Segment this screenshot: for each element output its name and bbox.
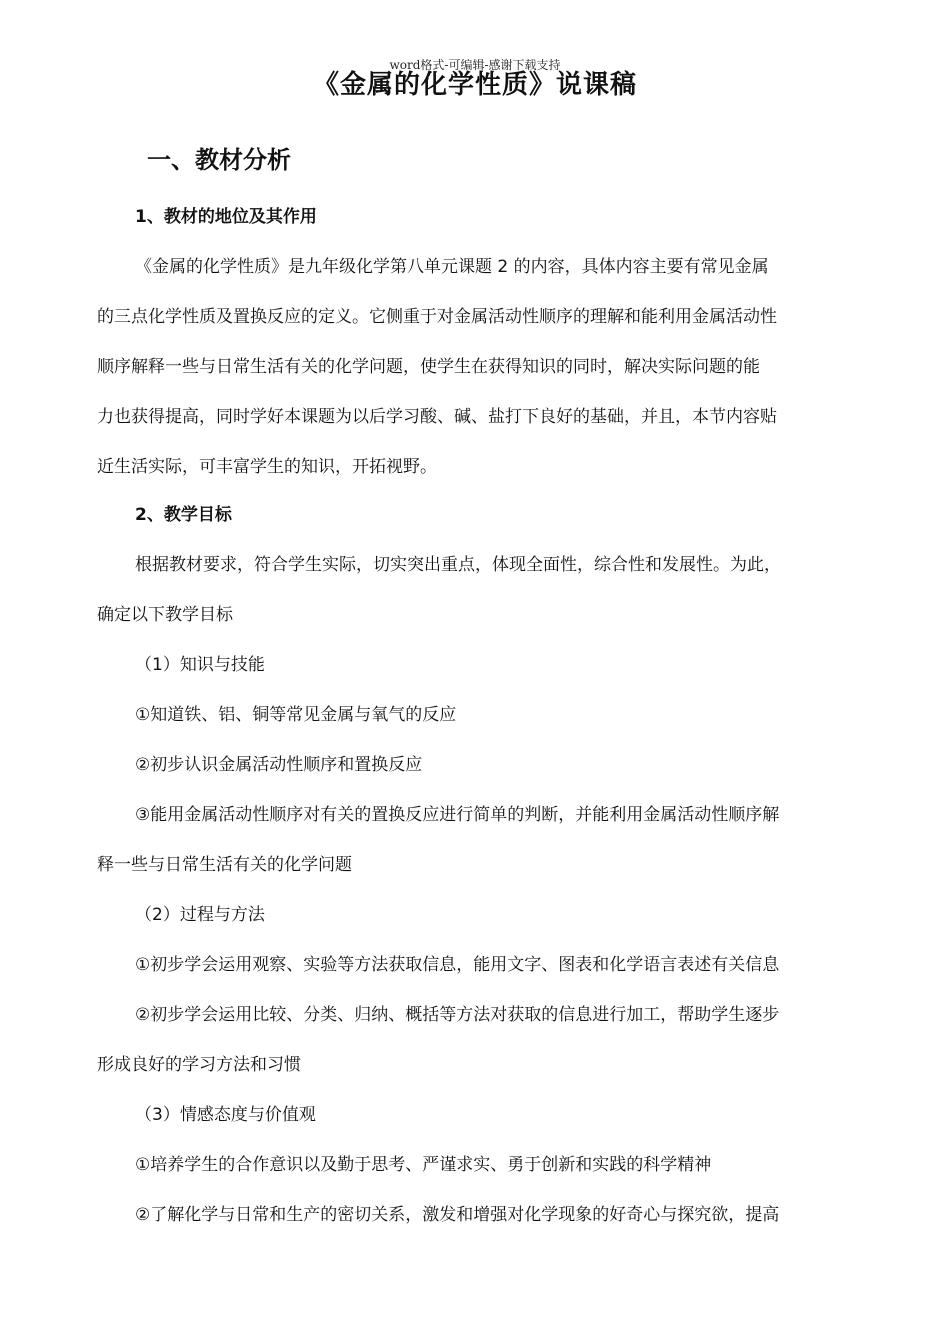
goal-item: ①初步学会运用观察、实验等方法获取信息，能用文字、图表和化学语言表述有关信息 — [135, 955, 780, 975]
goal-category-knowledge: （1）知识与技能 — [135, 655, 265, 675]
goal-item: ②初步学会运用比较、分类、归纳、概括等方法对获取的信息进行加工，帮助学生逐步 — [135, 1005, 780, 1025]
paragraph-line: 顺序解释一些与日常生活有关的化学问题，使学生在获得知识的同时，解决实际问题的能 — [97, 357, 760, 377]
goal-item: ①知道铁、铝、铜等常见金属与氧气的反应 — [135, 705, 457, 725]
paragraph-line: 根据教材要求，符合学生实际，切实突出重点，体现全面性，综合性和发展性。为此， — [135, 555, 781, 575]
goal-category-process: （2）过程与方法 — [135, 905, 265, 925]
goal-item: ③能用金属活动性顺序对有关的置换反应进行简单的判断，并能利用金属活动性顺序解 — [135, 805, 780, 825]
subsection-heading-role: 1、教材的地位及其作用 — [135, 207, 317, 227]
goal-item: ②了解化学与日常和生产的密切关系，激发和增强对化学现象的好奇心与探究欲，提高 — [135, 1205, 780, 1225]
subsection-heading-goals: 2、教学目标 — [135, 505, 232, 525]
goal-item-continued: 释一些与日常生活有关的化学问题 — [97, 855, 352, 875]
section-heading: 一、教材分析 — [147, 146, 291, 174]
paragraph-line: 力也获得提高，同时学好本课题为以后学习酸、碱、盐打下良好的基础，并且，本节内容贴 — [97, 407, 777, 427]
goal-item: ①培养学生的合作意识以及勤于思考、严谨求实、勇于创新和实践的科学精神 — [135, 1155, 712, 1175]
paragraph-line: 确定以下教学目标 — [97, 605, 233, 625]
paragraph-line: 近生活实际，可丰富学生的知识，开拓视野。 — [97, 457, 437, 477]
paragraph-line: 的三点化学性质及置换反应的定义。它侧重于对金属活动性顺序的理解和能利用金属活动性 — [97, 307, 777, 327]
document-title: 《金属的化学性质》说课稿 — [312, 70, 637, 100]
goal-category-attitude: （3）情感态度与价值观 — [135, 1105, 316, 1125]
goal-item-continued: 形成良好的学习方法和习惯 — [97, 1055, 301, 1075]
paragraph-line: 《金属的化学性质》是九年级化学第八单元课题 2 的内容，具体内容主要有常见金属 — [135, 257, 769, 277]
watermark-text: word格式-可编辑-感谢下载支持 — [389, 58, 561, 72]
goal-item: ②初步认识金属活动性顺序和置换反应 — [135, 755, 423, 775]
